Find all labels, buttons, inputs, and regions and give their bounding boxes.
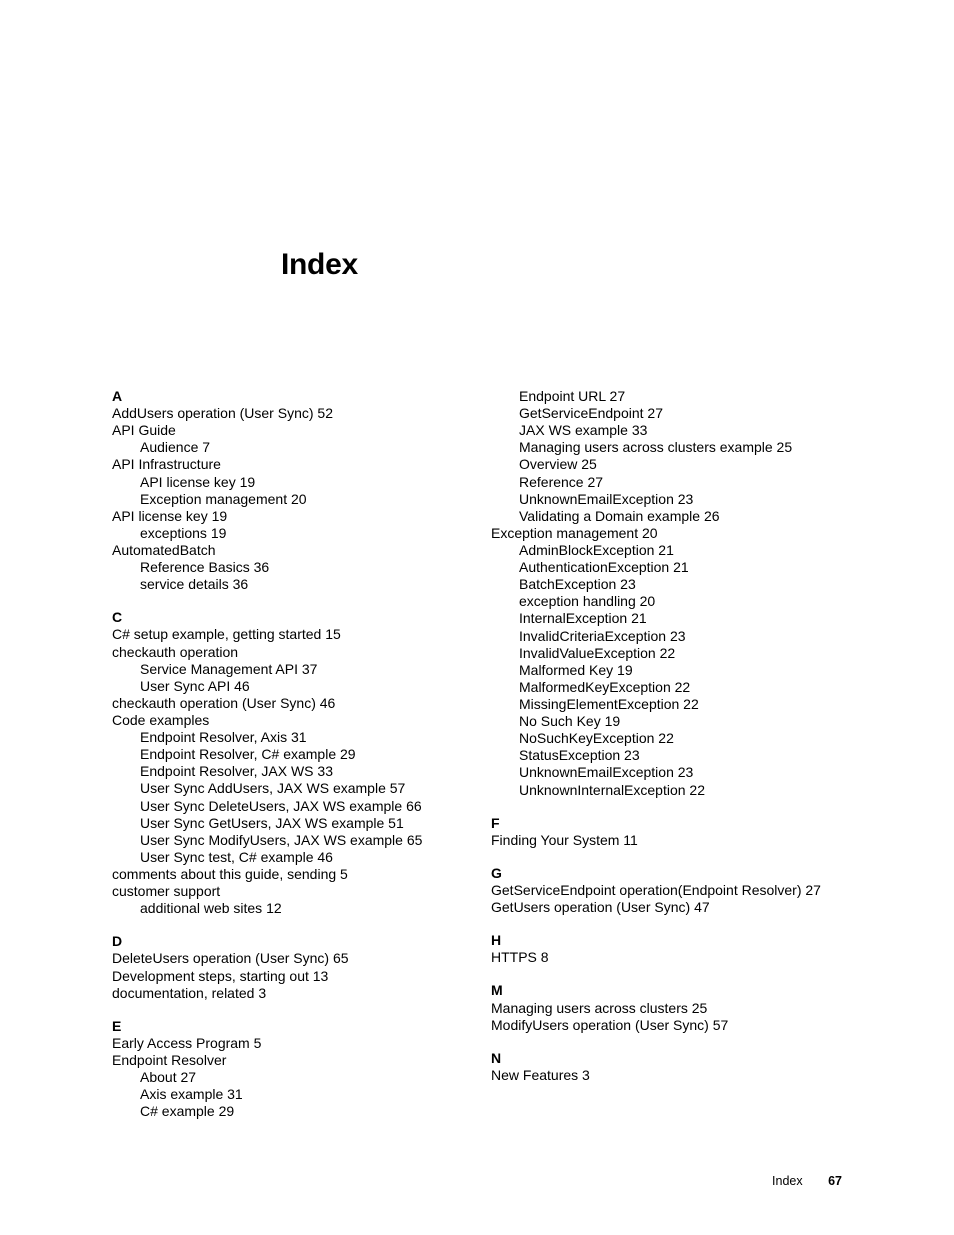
index-subentry: Reference Basics 36	[140, 559, 270, 576]
index-entry: DeleteUsers operation (User Sync) 65	[112, 950, 349, 967]
section-gap	[112, 593, 472, 609]
index-entry: API license key 19	[112, 507, 228, 524]
index-subentry: About 27	[140, 1069, 197, 1086]
index-subentry: No Such Key 19	[519, 713, 621, 730]
index-subentry: C# example 29	[140, 1103, 235, 1120]
index-subentry: MissingElementException 22	[519, 695, 699, 712]
section-gap	[491, 1034, 891, 1050]
index-entry: Endpoint Resolver	[112, 1051, 227, 1068]
index-entry: Exception management 20	[491, 524, 658, 541]
section-gap	[491, 966, 891, 982]
index-subentry: UnknownInternalException 22	[519, 781, 706, 798]
index-entry: AddUsers operation (User Sync) 52	[112, 405, 333, 422]
index-subentry: Overview 25	[519, 456, 597, 473]
index-subentry: Managing users across clusters example 25	[519, 439, 793, 456]
index-subentry: service details 36	[140, 576, 249, 593]
index-letter-heading: G	[491, 864, 502, 881]
section-gap	[491, 799, 891, 815]
index-letter-heading: D	[112, 933, 123, 950]
index-subentry: Exception management 20	[140, 490, 307, 507]
index-entry: AutomatedBatch	[112, 541, 216, 558]
index-entry: GetServiceEndpoint operation(Endpoint Resolver) 27	[491, 881, 821, 898]
index-letter-heading: F	[491, 814, 500, 831]
index-letter-heading: A	[112, 388, 123, 404]
index-subentry: Reference 27	[519, 473, 604, 490]
index-letter-heading: N	[491, 1049, 502, 1066]
index-subentry: Validating a Domain example 26	[519, 507, 720, 524]
index-subentry: Service Management API 37	[140, 660, 318, 677]
index-entry: customer support	[112, 883, 221, 900]
page-title: Index	[281, 248, 358, 281]
index-subentry: User Sync test, C# example 46	[140, 848, 333, 865]
index-subentry: User Sync ModifyUsers, JAX WS example 65	[140, 831, 423, 848]
section-gap	[112, 1002, 472, 1018]
index-entry: C# setup example, getting started 15	[112, 626, 341, 643]
index-entry: HTTPS 8	[491, 949, 549, 966]
index-entry: documentation, related 3	[112, 984, 267, 1001]
index-subentry: Endpoint Resolver, JAX WS 33	[140, 763, 333, 780]
index-entry: New Features 3	[491, 1066, 590, 1083]
page-footer	[772, 1174, 842, 1188]
index-subentry: Endpoint Resolver, C# example 29	[140, 746, 356, 763]
index-subentry: Axis example 31	[140, 1086, 243, 1103]
index-entry: comments about this guide, sending 5	[112, 865, 348, 882]
index-letter-heading: H	[491, 932, 502, 949]
index-subentry: InvalidCriteriaException 23	[519, 627, 686, 644]
index-subentry: User Sync GetUsers, JAX WS example 51	[140, 814, 404, 831]
index-subentry: NoSuchKeyException 22	[519, 730, 674, 747]
section-gap	[491, 916, 891, 932]
index-entry: Development steps, starting out 13	[112, 967, 329, 984]
index-subentry: additional web sites 12	[140, 900, 282, 917]
index-entry: Code examples	[112, 711, 210, 728]
index-entry: checkauth operation	[112, 643, 239, 660]
index-subentry: GetServiceEndpoint 27	[519, 405, 663, 422]
section-gap	[112, 917, 472, 933]
index-subentry: exception handling 20	[519, 593, 656, 610]
index-entry: Early Access Program 5	[112, 1034, 262, 1051]
index-subentry: MalformedKeyException 22	[519, 678, 691, 695]
index-subentry: Malformed Key 19	[519, 661, 633, 678]
index-subentry: Audience 7	[140, 439, 211, 456]
index-subentry: UnknownEmailException 23	[519, 764, 694, 781]
index-subentry: User Sync AddUsers, JAX WS example 57	[140, 780, 406, 797]
index-subentry: exceptions 19	[140, 524, 227, 541]
section-gap	[491, 849, 891, 865]
index-entry: API Infrastructure	[112, 456, 221, 473]
index-subentry: AdminBlockException 21	[519, 541, 674, 558]
index-subentry: AuthenticationException 21	[519, 559, 689, 576]
index-subentry: Endpoint URL 27	[519, 388, 626, 404]
index-subentry: InvalidValueException 22	[519, 644, 676, 661]
index-subentry: Endpoint Resolver, Axis 31	[140, 729, 307, 746]
index-letter-heading: E	[112, 1017, 122, 1034]
index-entry: GetUsers operation (User Sync) 47	[491, 899, 710, 916]
index-subentry: UnknownEmailException 23	[519, 490, 694, 507]
footer-page-number: 67	[828, 1174, 842, 1188]
index-subentry: InternalException 21	[519, 610, 647, 627]
index-subentry: BatchException 23	[519, 576, 636, 593]
index-column-right	[491, 388, 891, 1084]
index-subentry: User Sync DeleteUsers, JAX WS example 66	[140, 797, 422, 814]
index-entry: API Guide	[112, 422, 176, 439]
index-entry: Managing users across clusters 25	[491, 999, 708, 1016]
index-entry: ModifyUsers operation (User Sync) 57	[491, 1016, 729, 1033]
index-column-left	[112, 388, 472, 1120]
footer-section-name: Index	[772, 1174, 803, 1188]
index-letter-heading: C	[112, 609, 123, 626]
index-entry: Finding Your System 11	[491, 831, 638, 848]
index-subentry: JAX WS example 33	[519, 422, 648, 439]
index-letter-heading: M	[491, 982, 503, 999]
index-entry: checkauth operation (User Sync) 46	[112, 694, 336, 711]
index-subentry: StatusException 23	[519, 747, 640, 764]
index-subentry: API license key 19	[140, 473, 256, 490]
index-subentry: User Sync API 46	[140, 677, 250, 694]
